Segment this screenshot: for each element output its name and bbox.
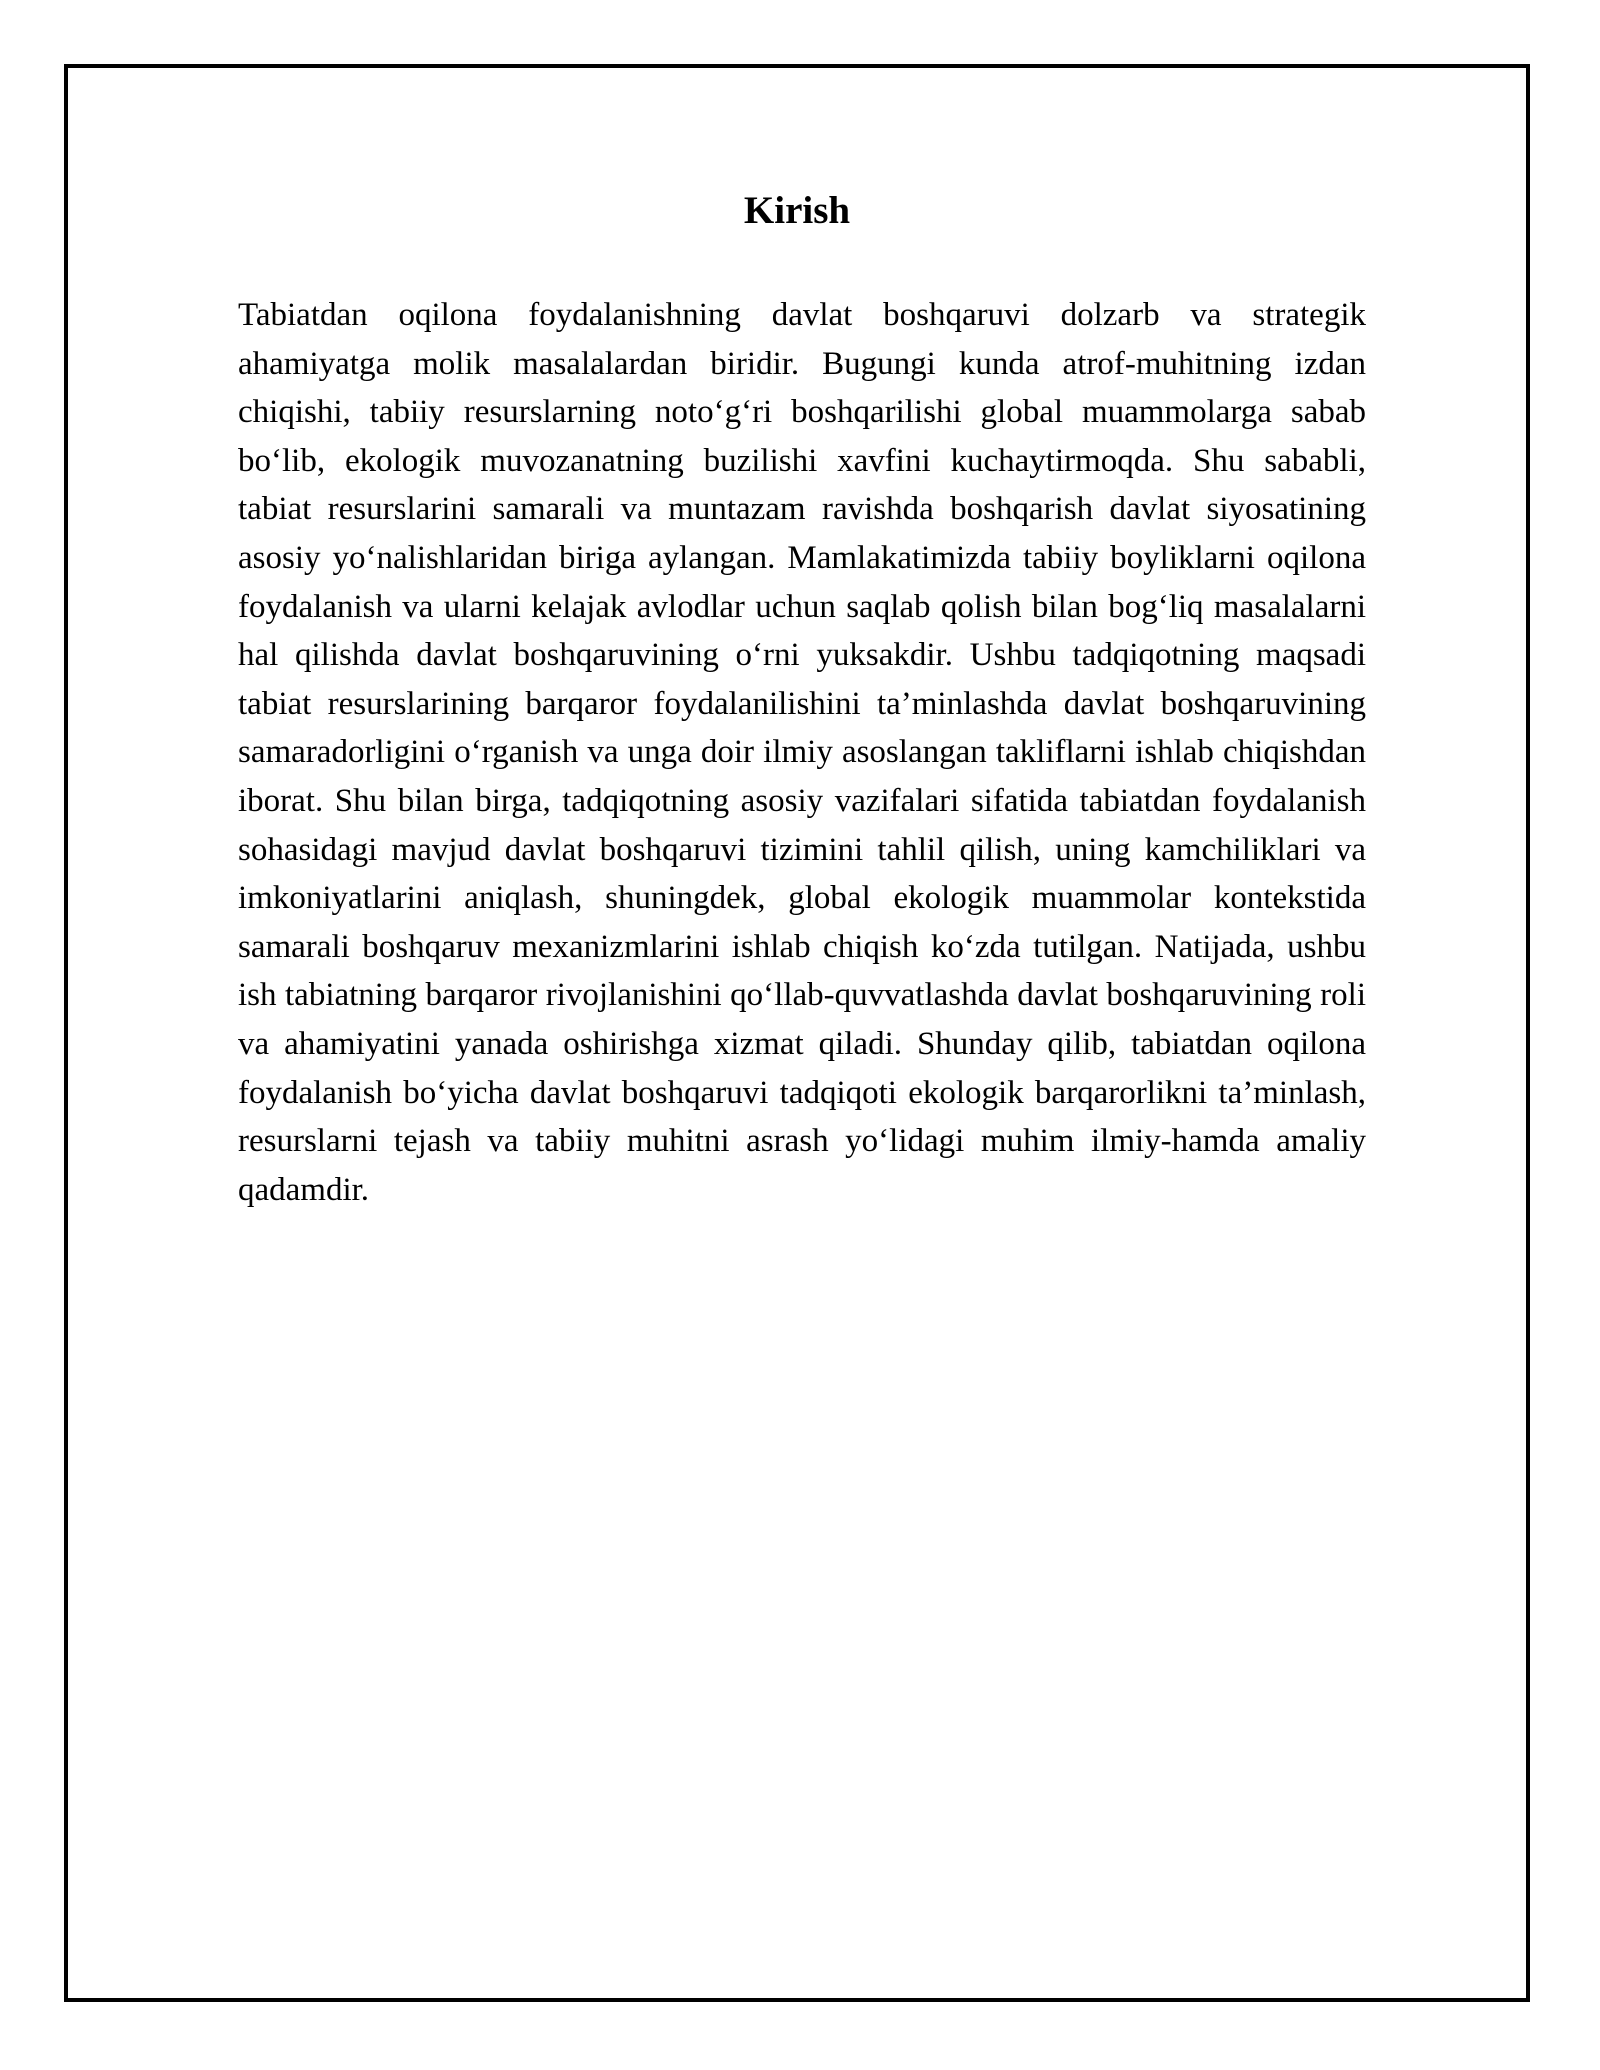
body-paragraph: Tabiatdan oqilona foydalanishning davlat boshqaruvi dolzarb va strategik ahamiyatga molik masalalardan biridir. Bugungi kunda atrof-muhitning izdan chiqishi, tabiiy resurslarning noto‘g‘ri boshqarilishi global muammolarga sabab bo‘lib, ekologik muvozanatning buzilishi xavfini kuchaytirmoqda. Shu sababli, tabiat resurslarini samarali va muntazam ravishda boshqarish davlat siyosatining asosiy yo‘nalishlaridan biriga aylangan. Mamlakatimizda tabiiy boyliklarni oqilona foydalanish va ularni kelajak avlodlar uchun saqlab qolish bilan bog‘liq masalalarni hal qilishda davlat boshqaruvining o‘rni yuksakdir. Ushbu tadqiqotning maqsadi tabiat resurslarining barqaror foydalanilishini ta’minlashda davlat boshqaruvining samaradorligini o‘rganish va unga doir ilmiy asoslangan takliflarni ishlab chiqishdan iborat. Shu bilan birga, tadqiqotning asosiy vazifalari sifatida tabiatdan foydalanish sohasidagi mavjud davlat boshqaruvi tizimini tahlil qilish, uning kamchiliklari va imkoniyatlarini aniqlash, shuningdek, global ekologik muammolar kontekstida samarali boshqaruv mexanizmlarini ishlab chiqish ko‘zda tutilgan. Natijada, ushbu ish tabiatning barqaror rivojlanishini qo‘llab-quvvatlashda davlat boshqaruvining roli va ahamiyatini yanada oshirishga xizmat qiladi. Shunday qilib, tabiatdan oqilona foydalanish bo‘yicha davlat boshqaruvi tadqiqoti ekologik barqarorlikni ta’minlash, resurslarni tejash va tabiiy muhitni asrash yo‘lidagi muhim ilmiy-hamda amaliy qadamdir. [238,297,1366,1208]
page-frame [64,64,1530,2002]
page-title: Kirish [743,189,851,232]
